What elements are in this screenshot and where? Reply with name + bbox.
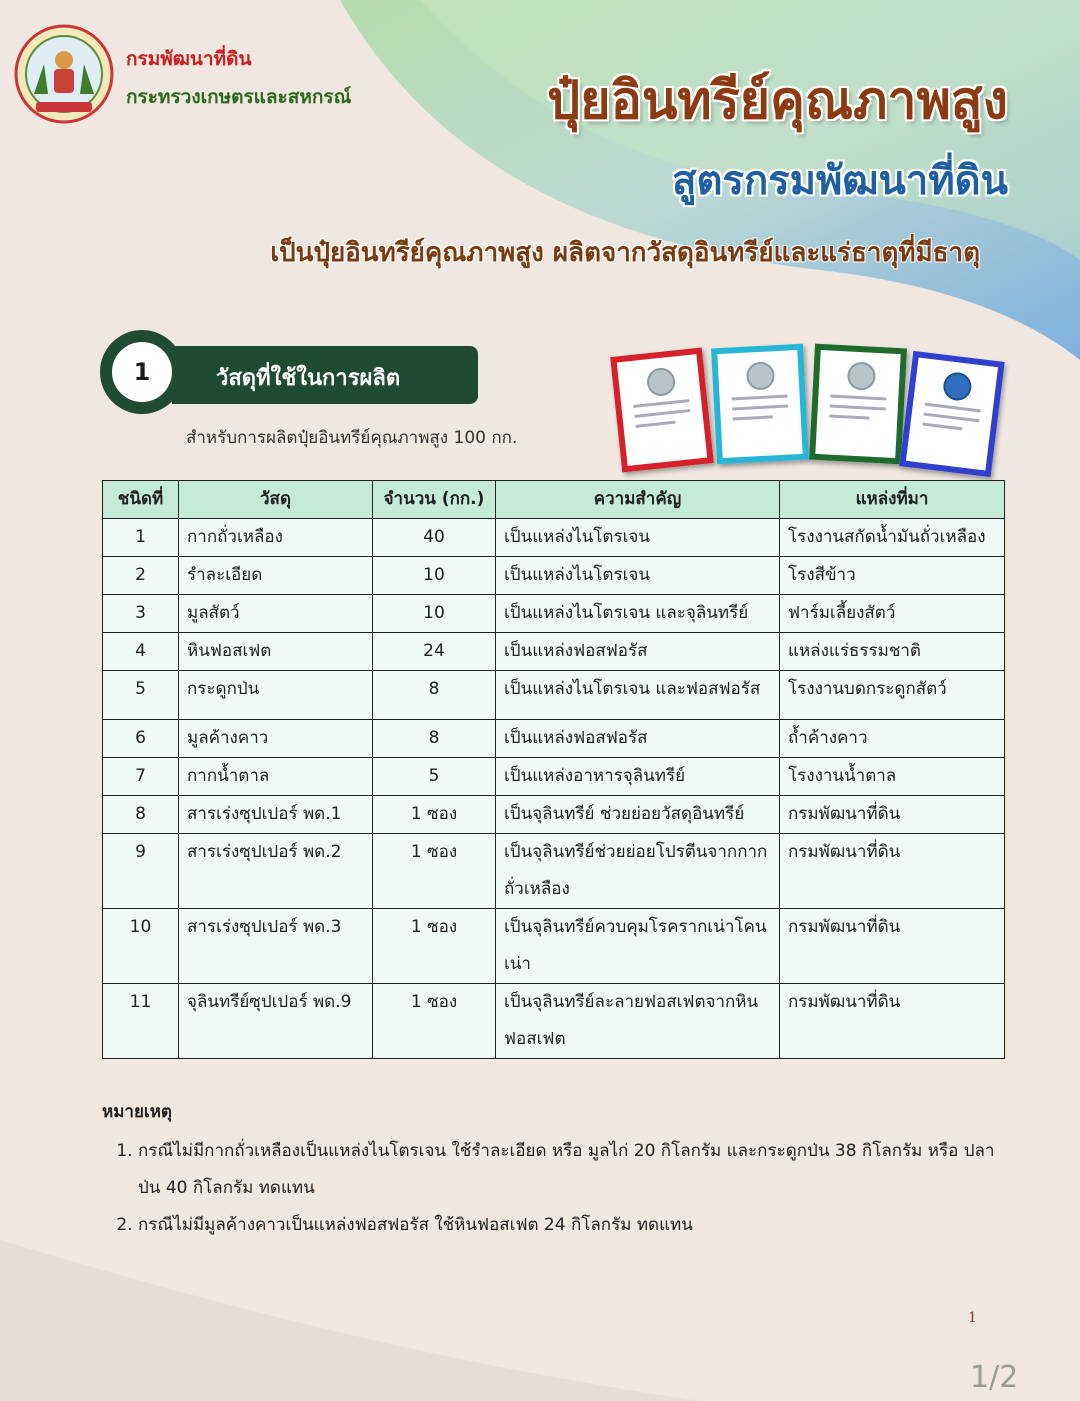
booklet-green [809,344,907,465]
cell-no: 8 [103,796,179,834]
table-row [103,633,1005,671]
cell-source: กรมพัฒนาที่ดิน [780,909,1005,984]
cell-importance: เป็นแหล่งฟอสฟอรัส [496,720,780,758]
cell-material: รำละเอียด [179,557,373,595]
table-row [103,671,1005,720]
cell-importance: เป็นจุลินทรีย์ช่วยย่อยโปรตีนจากกากถั่วเหลือง [496,834,780,909]
cell-source: โรงงานน้ำตาล [780,758,1005,796]
cell-importance: เป็นแหล่งไนโตรเจน และฟอสฟอรัส [496,671,780,720]
section-number: 1 [112,342,172,402]
cell-material: กากถั่วเหลือง [179,519,373,557]
cell-no: 2 [103,557,179,595]
cell-amount: 10 [373,595,496,633]
table-row [103,834,1005,909]
cell-no: 4 [103,633,179,671]
cell-source: โรงสีข้าว [780,557,1005,595]
table-row [103,720,1005,758]
cell-material: กากน้ำตาล [179,758,373,796]
section-title: วัสดุที่ใช้ในการผลิต [216,366,401,391]
section-description: สำหรับการผลิตปุ๋ยอินทรีย์คุณภาพสูง 100 กก. [186,428,518,448]
column-header-material: วัสดุ [179,481,373,519]
cell-material: กระดูกป่น [179,671,373,720]
note-item: 2. กรณีไม่มีมูลค้างคาวเป็นแหล่งฟอสฟอรัส ใช้หินฟอสเฟต 24 กิโลกรัม ทดแทน [138,1207,1002,1244]
cell-importance: เป็นแหล่งไนโตรเจน [496,519,780,557]
column-header-type-no: ชนิดที่ [103,481,179,519]
cell-material: สารเร่งซุปเปอร์ พด.3 [179,909,373,984]
column-header-importance: ความสำคัญ [496,481,780,519]
cell-amount: 10 [373,557,496,595]
notes-title: หมายเหตุ [102,1102,172,1122]
cell-material: หินฟอสเฟต [179,633,373,671]
cell-amount: 1 ซอง [373,909,496,984]
cell-no: 11 [103,984,179,1059]
cell-importance: เป็นจุลินทรีย์ละลายฟอสเฟตจากหินฟอสเฟต [496,984,780,1059]
table-row [103,984,1005,1059]
cell-source: ถ้ำค้างคาว [780,720,1005,758]
notes-section [102,1098,1002,1244]
page-subtitle: สูตรกรมพัฒนาที่ดิน [672,158,1008,204]
cell-source: โรงงานบดกระดูกสัตว์ [780,671,1005,720]
cell-no: 1 [103,519,179,557]
page-title: ปุ๋ยอินทรีย์คุณภาพสูง [547,71,1008,131]
table-row [103,758,1005,796]
cell-material: มูลสัตว์ [179,595,373,633]
department-name: กรมพัฒนาที่ดิน [126,48,252,70]
cell-amount: 40 [373,519,496,557]
cell-no: 7 [103,758,179,796]
table-row [103,519,1005,557]
cell-material: มูลค้างคาว [179,720,373,758]
cell-source: กรมพัฒนาที่ดิน [780,834,1005,909]
table-row [103,557,1005,595]
materials-table [102,480,1005,1059]
cell-no: 10 [103,909,179,984]
table-row [103,909,1005,984]
column-header-amount: จำนวน (กก.) [373,481,496,519]
section-number-badge [100,330,184,414]
page-indicator: 1/2 [970,1360,1019,1395]
table-row [103,796,1005,834]
page-tagline: เป็นปุ๋ยอินทรีย์คุณภาพสูง ผลิตจากวัสดุอินทรีย์และแร่ธาตุที่มีธาตุ [270,238,980,268]
cell-source: ฟาร์มเลี้ยงสัตว์ [780,595,1005,633]
column-header-source: แหล่งที่มา [780,481,1005,519]
cell-amount: 5 [373,758,496,796]
cell-material: สารเร่งซุปเปอร์ พด.2 [179,834,373,909]
cell-amount: 24 [373,633,496,671]
cell-amount: 1 ซอง [373,834,496,909]
cell-source: โรงงานสกัดน้ำมันถั่วเหลือง [780,519,1005,557]
table-header-row [103,481,1005,519]
page-number: 1 [968,1310,977,1326]
note-item: 1. กรณีไม่มีกากถั่วเหลืองเป็นแหล่งไนโตรเจน ใช้รำละเอียด หรือ มูลไก่ 20 กิโลกรัม และกระดูกป่น 38 กิโลกรัม หรือ ปลาป่น 40 กิโลกรัม ทดแทน [138,1133,1002,1207]
cell-importance: เป็นจุลินทรีย์ควบคุมโรครากเน่าโคนเน่า [496,909,780,984]
section-banner [172,346,478,404]
cell-importance: เป็นแหล่งฟอสฟอรัส [496,633,780,671]
cell-no: 6 [103,720,179,758]
department-seal-icon [14,24,114,124]
booklet-blue [899,351,1004,477]
cell-no: 3 [103,595,179,633]
notes-list [102,1133,1002,1244]
ministry-name: กระทรวงเกษตรและสหกรณ์ [126,86,352,108]
cell-importance: เป็นแหล่งไนโตรเจน และจุลินทรีย์ [496,595,780,633]
cell-importance: เป็นแหล่งไนโตรเจน [496,557,780,595]
booklet-red [610,348,714,473]
cell-material: จุลินทรีย์ซุปเปอร์ พด.9 [179,984,373,1059]
cell-importance: เป็นแหล่งอาหารจุลินทรีย์ [496,758,780,796]
cell-source: กรมพัฒนาที่ดิน [780,796,1005,834]
booklet-cyan [711,344,809,465]
cell-amount: 8 [373,671,496,720]
organization-name [126,40,351,116]
cell-material: สารเร่งซุปเปอร์ พด.1 [179,796,373,834]
table-row [103,595,1005,633]
cell-source: กรมพัฒนาที่ดิน [780,984,1005,1059]
cell-amount: 8 [373,720,496,758]
cell-importance: เป็นจุลินทรีย์ ช่วยย่อยวัสดุอินทรีย์ [496,796,780,834]
cell-amount: 1 ซอง [373,984,496,1059]
cell-no: 9 [103,834,179,909]
cell-source: แหล่งแร่ธรรมชาติ [780,633,1005,671]
cell-no: 5 [103,671,179,720]
cell-amount: 1 ซอง [373,796,496,834]
